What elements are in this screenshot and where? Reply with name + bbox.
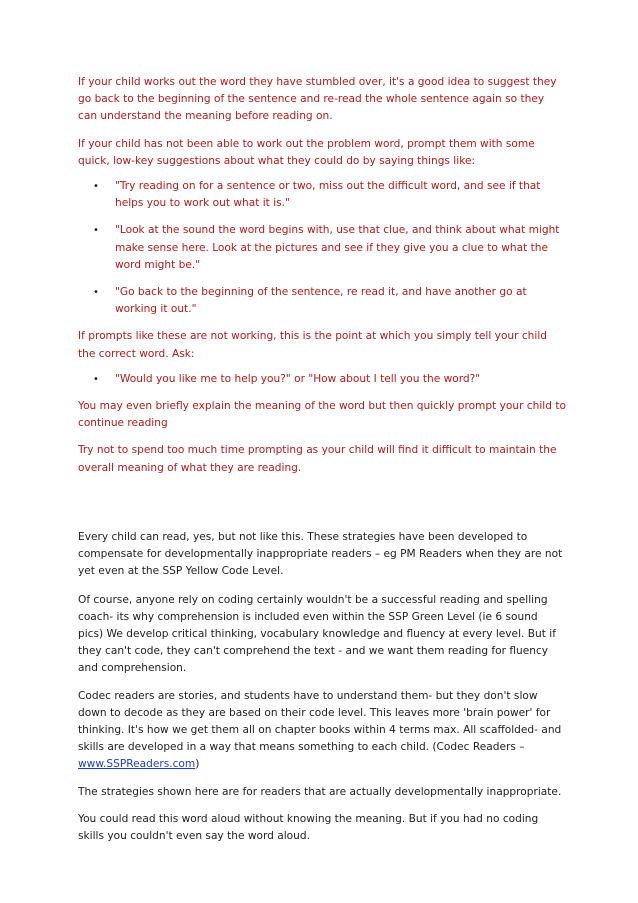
paragraph-codec-readers [78, 688, 566, 774]
codec-text: Codec readers are stories, and students have to understand them- but they don't slow down to decode as they are based on their code level. This leaves more 'brain power' for thinking. It's how we get them all on chapter books within 4 terms max. All scaffolded- and skills are developed in a way that means something to each child. (Codec Readers – [78, 689, 562, 754]
paragraph-strategies: The strategies shown here are for readers that are actually developmentally inappropriate. [78, 785, 562, 798]
paragraph-every-child: Every child can read, yes, but not like this. These strategies have been developed to compensate for developmentally inappropriate readers – eg PM Readers when they are not yet even at the SSP Yellow Code Level. [78, 531, 563, 578]
list-item-text: "Try reading on for a sentence or two, miss out the difficult word, and see if that helps you to work out what it is." [115, 180, 541, 210]
paragraph-coding: Of course, anyone rely on coding certainly wouldn't be a successful reading and spelling coach- its why comprehension is included even within the SSP Green Level (ie 6 sound pics) We develop critical thinking, vocabulary knowledge and fluency at every level. But if they can't code, they can't comprehend the text - and we want them reading for fluency and comprehension. [78, 593, 556, 675]
list-item [78, 178, 566, 212]
ask-list [78, 371, 566, 388]
reading-tips-section [78, 74, 566, 477]
paragraph-prompt-intro: If your child has not been able to work out the problem word, prompt them with some quick, low-key suggestions about what they could do by saying things like: [78, 137, 535, 167]
codec-closing: ) [195, 758, 200, 771]
list-item-text: "Go back to the beginning of the sentence, re read it, and have another go at working it out." [115, 286, 527, 316]
ssp-readers-link[interactable]: www.SSPReaders.com [78, 758, 196, 771]
paragraph-explain-meaning: You may even briefly explain the meaning of the word but then quickly prompt your child to continue reading [78, 400, 566, 430]
bullet-icon: • [93, 373, 99, 385]
paragraph-reread: If your child works out the word they have stumbled over, it's a good idea to suggest they go back to the beginning of the sentence and re-read the whole sentence again so they can understand the meaning before reading on. [78, 76, 557, 123]
prompt-suggestions-list [78, 178, 566, 318]
bullet-icon: • [93, 287, 99, 299]
paragraph-tell-word: If prompts like these are not working, this is the point at which you simply tell your child the correct word. Ask: [78, 330, 548, 360]
list-item [78, 284, 566, 318]
list-item-text: "Would you like me to help you?" or "How about I tell you the word?" [115, 372, 481, 385]
bullet-icon: • [93, 181, 99, 193]
bullet-icon: • [93, 225, 99, 237]
list-item-text: "Look at the sound the word begins with, use that clue, and think about what might make sense here. Look at the pictures and see if they give you a clue to what the word might be." [115, 224, 560, 271]
paragraph-time-prompting: Try not to spend too much time prompting as your child will find it difficult to maintain the overall meaning of what they are reading. [78, 444, 557, 474]
commentary-section [78, 529, 566, 845]
list-item [78, 371, 566, 388]
list-item [78, 222, 566, 274]
paragraph-read-aloud: You could read this word aloud without knowing the meaning. But if you had no coding skills you couldn't even say the word aloud. [78, 812, 539, 843]
